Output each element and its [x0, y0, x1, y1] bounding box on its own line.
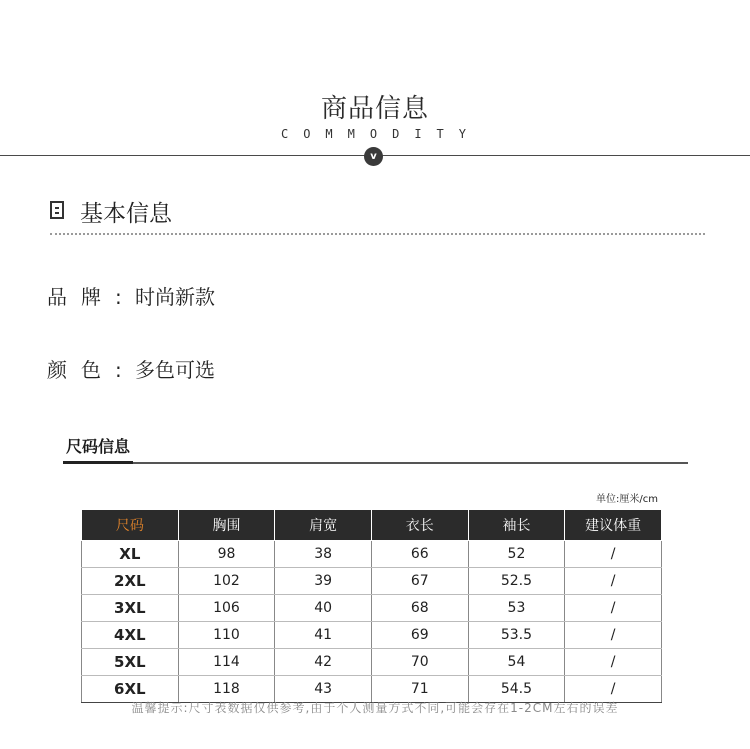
size-info-title: 尺码信息 [66, 437, 131, 456]
header-size: 尺码 [82, 510, 179, 541]
cell-sleeve: 54 [468, 649, 565, 676]
header-sleeve: 袖长 [468, 510, 565, 541]
color-value: 多色可选 [135, 358, 215, 382]
cell-chest: 98 [178, 541, 275, 568]
cell-chest: 118 [178, 676, 275, 703]
size-divider [63, 462, 688, 464]
cell-size: XL [82, 541, 179, 568]
cell-sleeve: 54.5 [468, 676, 565, 703]
cell-chest: 106 [178, 595, 275, 622]
cell-weight: / [565, 649, 662, 676]
cell-length: 68 [371, 595, 468, 622]
cell-sleeve: 53 [468, 595, 565, 622]
cell-shoulder: 40 [275, 595, 372, 622]
cell-weight: / [565, 676, 662, 703]
table-row [82, 568, 662, 595]
size-divider-accent [63, 461, 133, 464]
cell-sleeve: 52 [468, 541, 565, 568]
header-shoulder: 肩宽 [275, 510, 372, 541]
cell-shoulder: 42 [275, 649, 372, 676]
cell-shoulder: 39 [275, 568, 372, 595]
table-row [82, 649, 662, 676]
basic-info-title: 基本信息 [80, 201, 172, 227]
table-row [82, 622, 662, 649]
table-row [82, 595, 662, 622]
header-chest: 胸围 [178, 510, 275, 541]
cell-weight: / [565, 541, 662, 568]
header-length: 衣长 [371, 510, 468, 541]
size-table [81, 510, 662, 703]
cell-sleeve: 52.5 [468, 568, 565, 595]
unit-label: 单位:厘米/cm [596, 494, 658, 505]
cell-chest: 110 [178, 622, 275, 649]
cell-weight: / [565, 568, 662, 595]
cell-shoulder: 43 [275, 676, 372, 703]
chevron-down-icon: v [364, 147, 383, 166]
brand-value: 时尚新款 [135, 285, 215, 309]
cell-sleeve: 53.5 [468, 622, 565, 649]
header-weight: 建议体重 [565, 510, 662, 541]
cell-size: 6XL [82, 676, 179, 703]
table-row [82, 541, 662, 568]
cell-chest: 114 [178, 649, 275, 676]
cell-weight: / [565, 595, 662, 622]
cell-size: 5XL [82, 649, 179, 676]
cell-length: 71 [371, 676, 468, 703]
document-icon [50, 201, 64, 219]
cell-size: 2XL [82, 568, 179, 595]
color-label: 颜色: [47, 358, 136, 382]
dotted-divider [50, 233, 705, 235]
cell-length: 66 [371, 541, 468, 568]
brand-label: 品牌: [47, 285, 136, 309]
measurement-tip: 温馨提示:尺寸表数据仅供参考,由于个人测量方式不同,可能会存在1-2CM左右的误差 [131, 701, 619, 715]
cell-length: 67 [371, 568, 468, 595]
page-subtitle: COMMODITY [280, 127, 482, 141]
cell-shoulder: 41 [275, 622, 372, 649]
cell-chest: 102 [178, 568, 275, 595]
cell-size: 3XL [82, 595, 179, 622]
cell-length: 69 [371, 622, 468, 649]
size-table-header [82, 510, 662, 541]
cell-length: 70 [371, 649, 468, 676]
cell-shoulder: 38 [275, 541, 372, 568]
page-title: 商品信息 [320, 94, 429, 124]
cell-size: 4XL [82, 622, 179, 649]
cell-weight: / [565, 622, 662, 649]
